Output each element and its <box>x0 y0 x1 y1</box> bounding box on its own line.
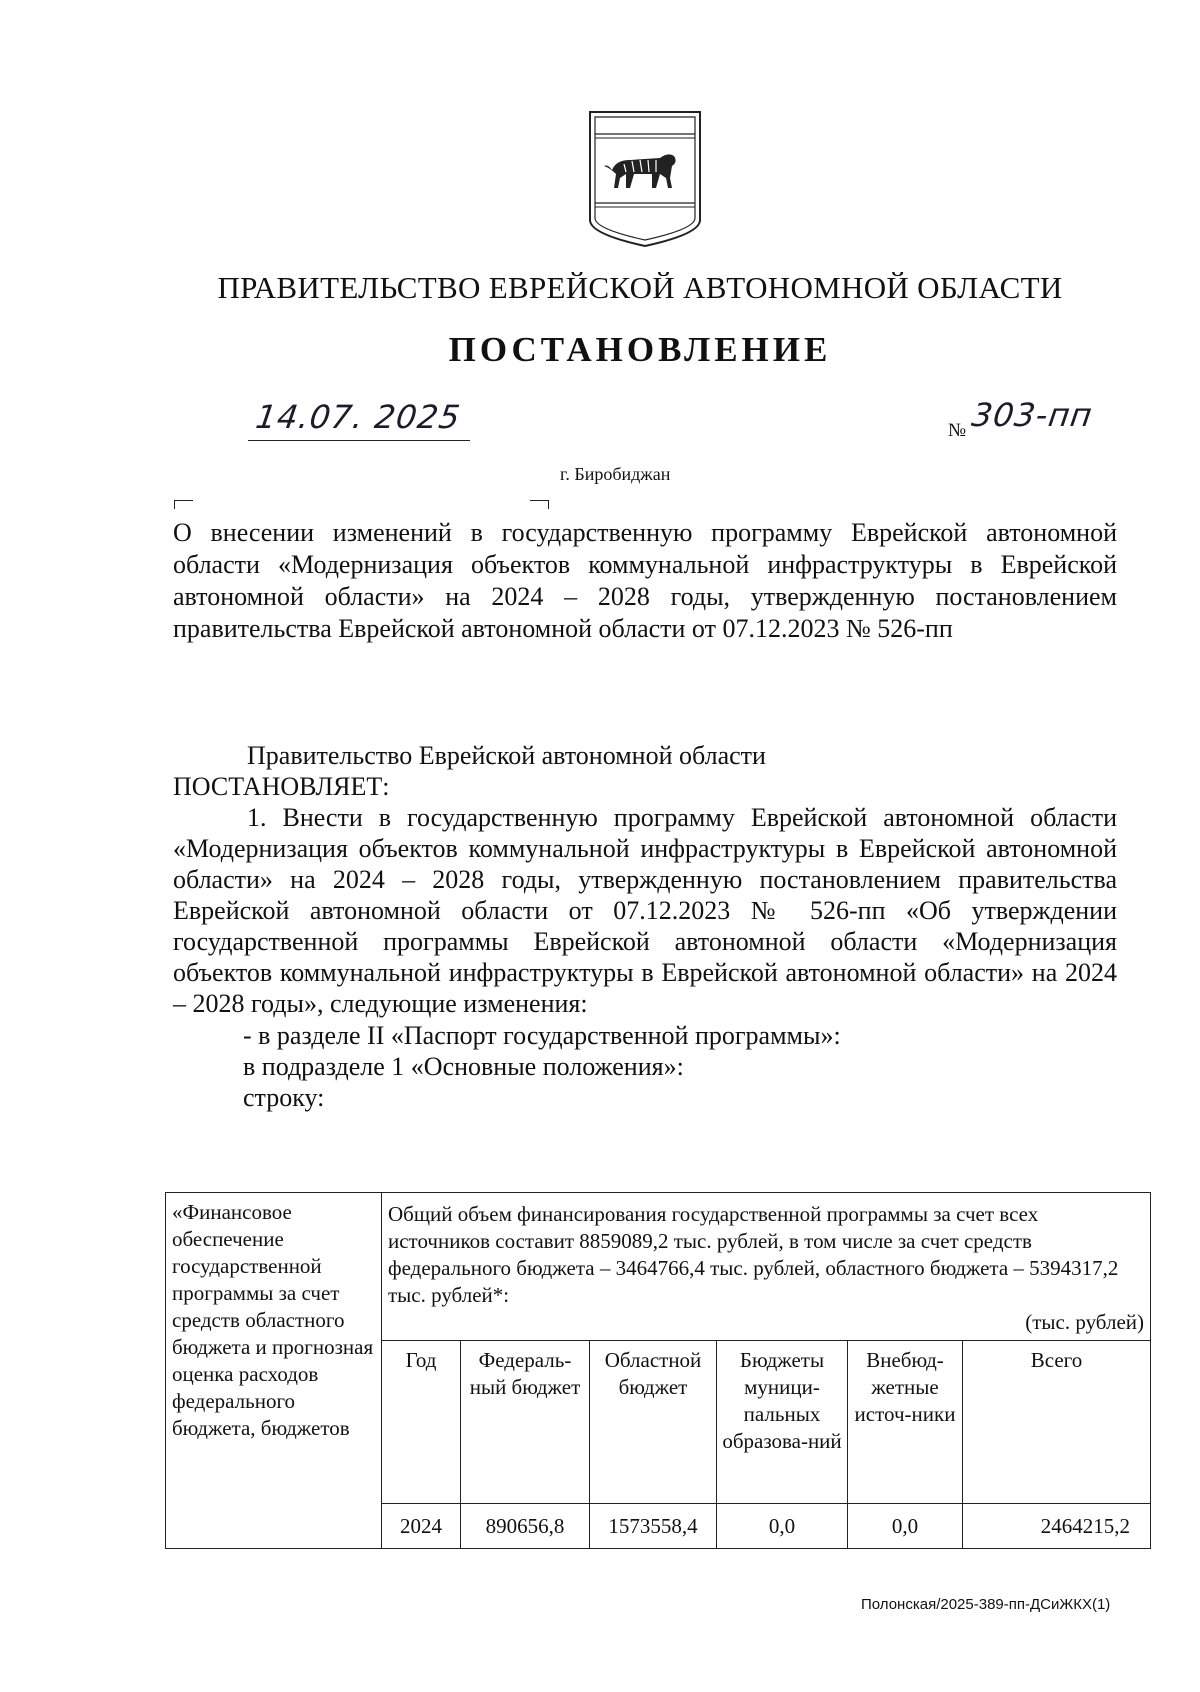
cell-federal: 890656,8 <box>461 1504 590 1549</box>
subject-corner-left <box>174 500 193 509</box>
cell-extra-budget: 0,0 <box>848 1504 963 1549</box>
column-header-municipal: Бюджеты муници-пальных образова-ний <box>717 1341 848 1504</box>
finance-summary-cell <box>382 1193 1151 1341</box>
column-header-regional: Областной бюджет <box>590 1341 717 1504</box>
cell-municipal: 0,0 <box>717 1504 848 1549</box>
cell-year: 2024 <box>382 1504 461 1549</box>
list-line-section: - в разделе II «Паспорт государственной программы»: <box>243 1021 841 1050</box>
city-line: г. Биробиджан <box>560 464 671 484</box>
finance-table <box>165 1192 1151 1549</box>
coat-of-arms-emblem <box>586 108 704 248</box>
document-type-title: ПОСТАНОВЛЕНИЕ <box>448 330 832 369</box>
table-row <box>382 1504 1150 1549</box>
number-sign: № <box>948 420 967 441</box>
finance-unit-label: (тыс. рублей) <box>1025 1310 1144 1334</box>
column-header-year: Год <box>382 1341 461 1504</box>
column-header-total: Всего <box>963 1341 1151 1504</box>
finance-inner-cell <box>382 1341 1151 1549</box>
handwritten-date: 14.07. 2025 <box>253 398 464 436</box>
column-header-extra-budget: Внебюд-жетные источ-ники <box>848 1341 963 1504</box>
finance-breakdown-table <box>382 1341 1150 1548</box>
subject-corner-right <box>530 500 549 509</box>
decree-word: ПОСТАНОВЛЯЕТ: <box>173 772 390 801</box>
date-field <box>248 398 470 441</box>
finance-row-label: «Финансовое обеспечение государственной программы за счет средств областного бюджета и прогнозная оценка расходов федерального бюджета, бюджетов <box>166 1193 382 1549</box>
list-line-subsection: в подразделе 1 «Основные положения»: <box>243 1052 684 1081</box>
document-subject: О внесении изменений в государственную программу Еврейской автономной области «Модернизация объектов коммунальной инфраструктуры в Еврейской автономной области» на 2024 – 2028 годы, утвержденную постановлением правительства Еврейской автономной области от 07.12.2023 № 526-пп <box>173 518 1117 643</box>
government-title: ПРАВИТЕЛЬСТВО ЕВРЕЙСКОЙ АВТОНОМНОЙ ОБЛАСТИ <box>217 270 1063 305</box>
government-line: Правительство Еврейской автономной области <box>247 741 766 770</box>
cell-total: 2464215,2 <box>963 1504 1151 1549</box>
column-header-federal: Федераль-ный бюджет <box>461 1341 590 1504</box>
item-1-paragraph: 1. Внести в государственную программу Еврейской автономной области «Модернизация объектов коммунальной инфраструктуры в Еврейской автономной области» на 2024 – 2028 годы, утвержденную постановлением правительства Еврейской автономной области от 07.12.2023 № 526-пп «Об утверждении государственной программы Еврейской автономной области «Модернизация объектов коммунальной инфраструктуры в Еврейской автономной области» на 2024 – 2028 годы», следующие изменения: <box>173 803 1117 1018</box>
document-footer-code: Полонская/2025-389-пп-ДСиЖКХ(1) <box>861 1596 1111 1613</box>
handwritten-number: 303-пп <box>969 396 1096 434</box>
finance-summary-text: Общий объем финансирования государственной программы за счет всех источников составит 8859089,2 тыс. рублей, в том числе за счет средств федерального бюджета – 3464766,4 тыс. рублей, областного бюджета – 5394317,2 тыс. рублей*: <box>388 1202 1119 1307</box>
cell-regional: 1573558,4 <box>590 1504 717 1549</box>
list-line-row: строку: <box>243 1083 325 1112</box>
